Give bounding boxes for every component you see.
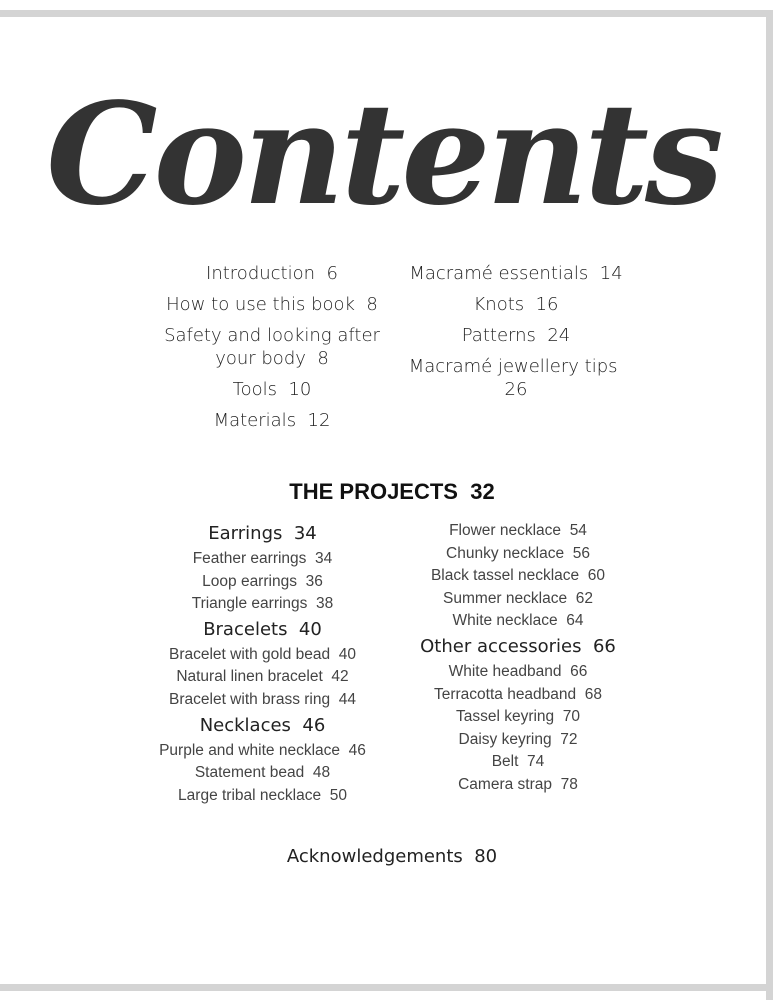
- project-label: White necklace: [452, 612, 558, 630]
- project-label: Black tassel necklace: [430, 567, 580, 585]
- project-entry[interactable]: [130, 666, 395, 689]
- projects-list-right: [400, 520, 636, 797]
- projects-heading-page: 32: [470, 479, 495, 504]
- category-necklaces[interactable]: [130, 715, 395, 737]
- projects-list-left: [130, 520, 395, 807]
- project-page: 44: [338, 690, 356, 708]
- toc-entry[interactable]: [396, 262, 636, 285]
- project-entry[interactable]: [400, 610, 636, 633]
- project-label: Flower necklace: [449, 522, 562, 539]
- project-entry[interactable]: [400, 729, 636, 752]
- intro-list-left: [147, 262, 397, 440]
- projects-heading[interactable]: [0, 478, 784, 506]
- project-page: 78: [560, 775, 578, 793]
- page-border-top: [0, 10, 766, 17]
- toc-entry[interactable]: [147, 324, 397, 370]
- toc-entry[interactable]: [396, 293, 636, 316]
- toc-entry-page: 8: [317, 348, 329, 369]
- project-entry[interactable]: [130, 644, 395, 667]
- category-label: Earrings: [208, 523, 283, 544]
- project-label: Belt: [491, 753, 519, 771]
- project-label: Feather earrings: [192, 550, 307, 567]
- project-page: 68: [584, 685, 603, 703]
- toc-entry[interactable]: [147, 378, 397, 401]
- project-page: 64: [566, 612, 584, 630]
- projects-heading-label: THE PROJECTS: [289, 479, 458, 504]
- project-label: Loop earrings: [202, 572, 297, 590]
- category-page: 46: [302, 714, 326, 736]
- category-earrings[interactable]: [130, 523, 395, 545]
- page-title: Contents: [46, 73, 720, 237]
- category-other-accessories[interactable]: [400, 636, 636, 658]
- toc-entry-page: 14: [599, 263, 623, 284]
- category-page: 40: [298, 618, 322, 640]
- toc-entry-label: How to use this book: [166, 294, 355, 315]
- toc-entry-page: 24: [547, 325, 571, 346]
- project-label: Daisy keyring: [458, 730, 552, 748]
- project-entry[interactable]: [400, 774, 636, 797]
- toc-entry-label: Safety and looking after your body: [164, 325, 380, 369]
- toc-entry-page: 6: [326, 263, 338, 284]
- project-entry[interactable]: [400, 565, 636, 588]
- project-label: Tassel keyring: [455, 708, 555, 726]
- project-page: 72: [560, 730, 578, 748]
- toc-entry-label: Macramé jewellery tips: [408, 356, 618, 377]
- category-page: 66: [592, 635, 616, 657]
- project-label: Terracotta headband: [433, 685, 577, 703]
- project-page: 70: [562, 708, 581, 726]
- project-page: 66: [570, 662, 588, 680]
- toc-entry[interactable]: [396, 324, 636, 347]
- project-label: Large tribal necklace: [178, 786, 322, 804]
- project-page: 40: [338, 645, 356, 663]
- project-label: Bracelet with brass ring: [169, 690, 331, 708]
- project-page: 38: [316, 595, 334, 613]
- category-label: Bracelets: [203, 618, 288, 640]
- toc-entry-page: 16: [535, 294, 559, 315]
- toc-entry-page: 10: [288, 379, 312, 400]
- project-label: Statement bead: [194, 764, 305, 782]
- category-bracelets[interactable]: [130, 619, 395, 641]
- project-page: 46: [348, 741, 366, 759]
- project-entry[interactable]: [130, 571, 395, 594]
- acknowledgements-label: Acknowledgements: [286, 846, 463, 867]
- project-entry[interactable]: [400, 520, 636, 543]
- project-page: 50: [329, 786, 347, 804]
- project-entry[interactable]: [400, 684, 636, 707]
- project-entry[interactable]: [400, 543, 636, 566]
- toc-entry-label: Introduction: [206, 263, 316, 284]
- project-entry[interactable]: [400, 751, 636, 774]
- project-page: 74: [527, 753, 545, 771]
- project-entry[interactable]: [400, 661, 636, 684]
- project-entry[interactable]: [130, 785, 395, 808]
- toc-entry-label: Materials: [213, 410, 297, 431]
- toc-entry-page: 8: [366, 294, 378, 315]
- acknowledgements-page: 80: [474, 846, 498, 867]
- project-page: 54: [569, 522, 587, 539]
- project-entry[interactable]: [400, 588, 636, 611]
- project-entry[interactable]: [130, 548, 395, 571]
- project-page: 36: [305, 572, 323, 590]
- project-entry[interactable]: [400, 706, 636, 729]
- toc-entry-label: Macramé essentials: [409, 263, 589, 284]
- toc-entry-label: Patterns: [461, 325, 536, 346]
- project-label: Camera strap: [458, 775, 553, 793]
- project-page: 56: [572, 544, 590, 562]
- toc-entry[interactable]: [147, 262, 397, 285]
- project-label: Purple and white necklace: [159, 741, 341, 759]
- category-label: Necklaces: [199, 714, 291, 736]
- project-page: 34: [315, 550, 333, 567]
- toc-entry-label: Knots: [473, 294, 525, 315]
- toc-entry[interactable]: [147, 293, 397, 316]
- project-entry[interactable]: [130, 593, 395, 616]
- project-page: 60: [587, 567, 606, 585]
- toc-entry[interactable]: [396, 355, 636, 401]
- toc-entry-label: Tools: [232, 379, 277, 400]
- toc-entry[interactable]: [147, 409, 397, 432]
- project-entry[interactable]: [130, 762, 395, 785]
- project-label: White headband: [448, 662, 562, 680]
- toc-entry-page: 12: [307, 410, 331, 431]
- project-label: Summer necklace: [443, 589, 568, 607]
- project-entry[interactable]: [130, 689, 395, 712]
- category-page: 34: [293, 523, 317, 544]
- project-page: 62: [575, 589, 593, 607]
- project-page: 42: [331, 668, 349, 686]
- project-label: Chunky necklace: [446, 544, 565, 562]
- intro-list-right: [396, 262, 636, 409]
- toc-entry-page: 26: [504, 379, 528, 400]
- project-page: 48: [312, 764, 331, 782]
- acknowledgements-entry[interactable]: [0, 845, 784, 868]
- project-entry[interactable]: [130, 740, 395, 763]
- project-label: Triangle earrings: [191, 595, 308, 613]
- category-label: Other accessories: [420, 635, 582, 657]
- page-border-bottom: [0, 984, 766, 991]
- project-label: Natural linen bracelet: [176, 668, 323, 686]
- project-label: Bracelet with gold bead: [168, 645, 331, 663]
